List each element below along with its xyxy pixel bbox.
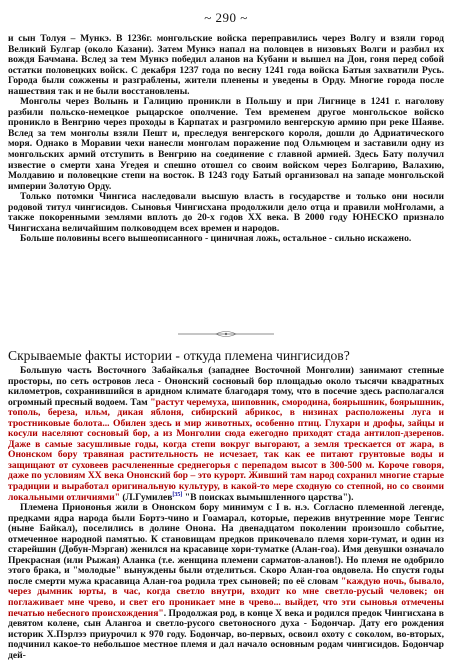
- paragraph: Монголы через Волынь и Галицию проникли в Польшу и при Лигнице в 1241 г. наголову разбили польско-немецкое рыцарское ополчение. Тем временем другое монгольское войско проникло в Венгрию через проходы в Карпатах и разгромило венгерскую армию при реке Шаяве. Вслед за тем монголы взяли Пешт и, преследуя венгерского короля, дошли до Адриатического моря. Однако в Моравии чехи нанесли монголам поражение под Ольмюцем и заставили одну из монгольских армий отступить в Венгрию на соединение с главной армией. Здесь Бату получил известие о смерти хана Угедея и спешно отошел со своим войском через Болгарию, Валахию, Молдавию и половецкие степи на восток. В 1243 году Батый организовал на западе монгольской империи Золотую Орду.: [8, 96, 444, 192]
- citation-title: "В поисках вымышленного царства").: [182, 491, 354, 503]
- highlighted-quote: "каждую ночь, бывало, через дымник юрты, в час, когда светло внутри, входит ко мне светло-русый человек; он поглаживает мне чрево, и свет его проникает мне в чрево... выйдет, что эти сыновья отмечены печатью небесного происхождения": [8, 575, 444, 619]
- highlighted-quote: "растут черемуха, шиповник, смородина, боярышник, боярышник, тополь, береза, ильм, дикая яблоня, сибирский абрикос, в низинах расположены луга и тростниковые болота... Обилен здесь и мир животных, особенно птиц. Глухари и дрофы, зайцы и косули населяют сосновый бор, а из Монголии сюда ежегодно приходят стада антилоп-дзеренов. Даже в самые засушливые годы, когда степи вокруг выгорают, а земля трескается от жара, в Ононском бору травяная растительность не исчезает, так как ее питают грунтовые воды и защищают от суховеев расчлененные среднегорья с перепадом высот в 300-500 м. Короче говоря, даже по условиям XX века Ононский бор – это курорт. Живший там народ сохранил многие старые традиции и выработал оригинальную культуру, в какой-то мере сходную со степной, но со своими локальными отличиями": [8, 396, 444, 503]
- paragraph: [8, 503, 444, 661]
- text-block-bottom: [8, 366, 444, 661]
- footnote-link[interactable]: [35]: [172, 491, 183, 498]
- citation: (Л.Гумилев: [119, 491, 173, 503]
- page-number: ~ 290 ~: [204, 10, 248, 25]
- text-block-top: [8, 34, 444, 245]
- paragraph: Больше половины всего вышеописанного - циничная ложь, остальное - сильно искажено.: [20, 233, 412, 245]
- section-divider: [176, 329, 276, 339]
- paragraph-text: Большую часть Восточного Забайкалья (западнее Восточной Монголии) занимают степные просторы, по сеть островов леса - Ононский сосновый бор площадью около тысячи квадратных километров, сохранившийся в аридном климате благодаря тому, что в посечие здесь располагался огромный пресный водоем. Там: [8, 365, 444, 408]
- paragraph-text: Племена Приононья жили в Ононском бору минимум с I в. н.э. Согласно племенной легенде, предками ядра народа были Бортэ-чино и Гоамарал, которые, пережив внутренние море Тенгис (ныне Байкал), поселились в долине Онона. На двенадцатом поколении произошло событие, отмеченное народной памятью. К становищам предков прикочевало племя хори-тумат, и один из старейшин (Добун-Мэрган) женился на красавице хори-туматке (Алан-гоа). Имя девушки означало Прекрасная (или Рыжая) Аланка (т.е. женщина племени сарматов-аланов!). Но племя не одобрило этого брака, и "молодые" вынуждены были отделиться. Скоро Алан-гоа овдовела. Но спустя годы после смерти мужа красавица Алан-гоа родила трех сыновей; по её словам: [8, 502, 444, 587]
- paragraph: и сын Толуя – Мункэ. В 1236г. монгольские войска переправились через Волгу и взяли город Великий Булгар (около Казани). Затем Мункэ напал на половцев в низовьях Волги и разбил их вождя Бачмана. Вслед за тем Мункэ победил аланов на Кубани и вышел на Дон, гоня перед собой остатки половецких войск. С декабря 1237 года по весну 1241 года войска Батыя захватили Русь. Города были сожжены и разграблены, жители пленены и уведены в Орду. Многие города после нашествия так и не были восстановлены.: [8, 33, 444, 97]
- paragraph: Только потомки Чингиса наследовали высшую власть в государстве и только они носили родовой титул чингисидов. Сыновья Чингисхана продолжили дело отца и правили моНголами, а также покоренными землями вплоть до 20-х годов XX века. В 2000 году ЮНЕСКО признало Чингисхана величайшим полководцем всех времен и народов.: [8, 191, 444, 234]
- paragraph: [8, 366, 444, 503]
- section-heading: Скрываемые факты истории - откуда племена чингисидов?: [8, 348, 350, 363]
- paragraph-text: . Продолжая род, в конце X века и родился предок Чингисхана в девятом колене, сын Алангоа и светло-русого светоносного духа - Бодончар. Дату его рождения историк Х.Пэрлээ приурочил к 970 году. Бодончар, во-первых, освоил охоту с соколом, во-вторых, подчинил какое-то небольшое местное племя и дал начало основным родам чингисидов. Бодончар дей-: [8, 607, 444, 661]
